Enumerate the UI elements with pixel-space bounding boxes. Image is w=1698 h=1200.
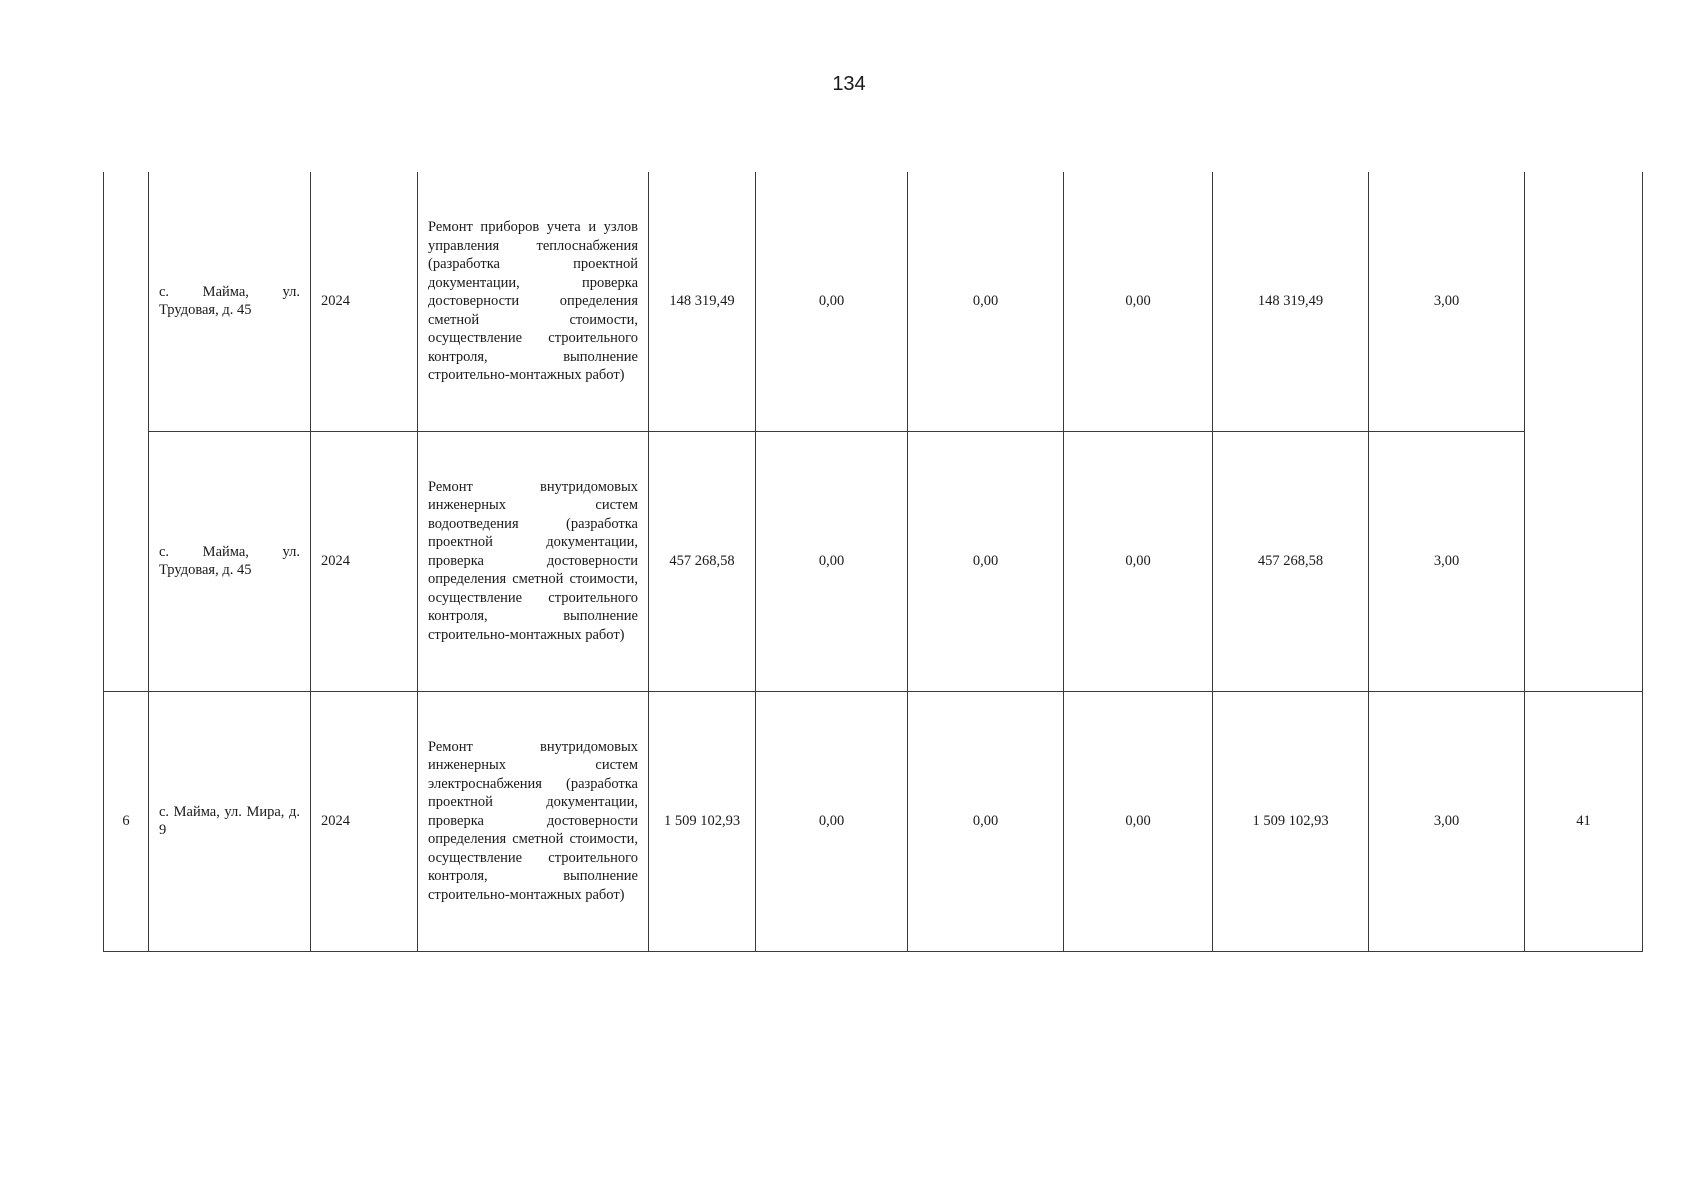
work-description: Ремонт приборов учета и узлов управления теплоснабжения (разработка проектной документации, проверка достоверности определения сметной стоимости, осуществление строительного контроля, выполнение строительно-монтажных работ) [428, 219, 638, 383]
cost-total-cell: 148 319,49 [649, 172, 756, 431]
cost-a-cell: 0,00 [756, 172, 908, 431]
work-description-cell [418, 172, 649, 431]
last-cell: 41 [1525, 691, 1643, 951]
table-row [104, 431, 1643, 691]
work-description: Ремонт внутридомовых инженерных систем водоотведения (разработка проектной документации, проверка достоверности определения сметной стоимости, осуществление строительного контроля, выполнение строительно-монтажных работ) [428, 478, 638, 643]
year-cell: 2024 [311, 691, 418, 951]
work-description-cell [418, 431, 649, 691]
cost-b-cell: 0,00 [908, 172, 1064, 431]
year-cell: 2024 [311, 431, 418, 691]
works-table [103, 172, 1643, 952]
cost-c-cell: 0,00 [1064, 431, 1213, 691]
cost-c-cell: 0,00 [1064, 691, 1213, 951]
rate-cell: 3,00 [1369, 691, 1525, 951]
cost-d-cell: 457 268,58 [1213, 431, 1369, 691]
work-description-cell [418, 691, 649, 951]
address-cell: с. Майма, ул. Трудовая, д. 45 [149, 172, 311, 431]
rate-cell: 3,00 [1369, 172, 1525, 431]
page-number: 134 [832, 73, 866, 95]
cost-d-cell: 148 319,49 [1213, 172, 1369, 431]
row-number: 6 [104, 691, 149, 951]
cost-total-cell: 1 509 102,93 [649, 691, 756, 951]
last-cell [1525, 172, 1643, 691]
work-description: Ремонт внутридомовых инженерных систем электроснабжения (разработка проектной документации, проверка достоверности определения сметной стоимости, осуществление строительного контроля, выполнение строительно-монтажных работ) [428, 738, 638, 903]
rate-cell: 3,00 [1369, 431, 1525, 691]
address-cell: с. Майма, ул. Мира, д. 9 [149, 691, 311, 951]
cost-a-cell: 0,00 [756, 431, 908, 691]
cost-a-cell: 0,00 [756, 691, 908, 951]
cost-c-cell: 0,00 [1064, 172, 1213, 431]
row-number [104, 172, 149, 691]
cost-total-cell: 457 268,58 [649, 431, 756, 691]
cost-b-cell: 0,00 [908, 431, 1064, 691]
cost-d-cell: 1 509 102,93 [1213, 691, 1369, 951]
year-cell: 2024 [311, 172, 418, 431]
table-row [104, 172, 1643, 431]
cost-b-cell: 0,00 [908, 691, 1064, 951]
address-cell: с. Майма, ул. Трудовая, д. 45 [149, 431, 311, 691]
table-row [104, 691, 1643, 951]
